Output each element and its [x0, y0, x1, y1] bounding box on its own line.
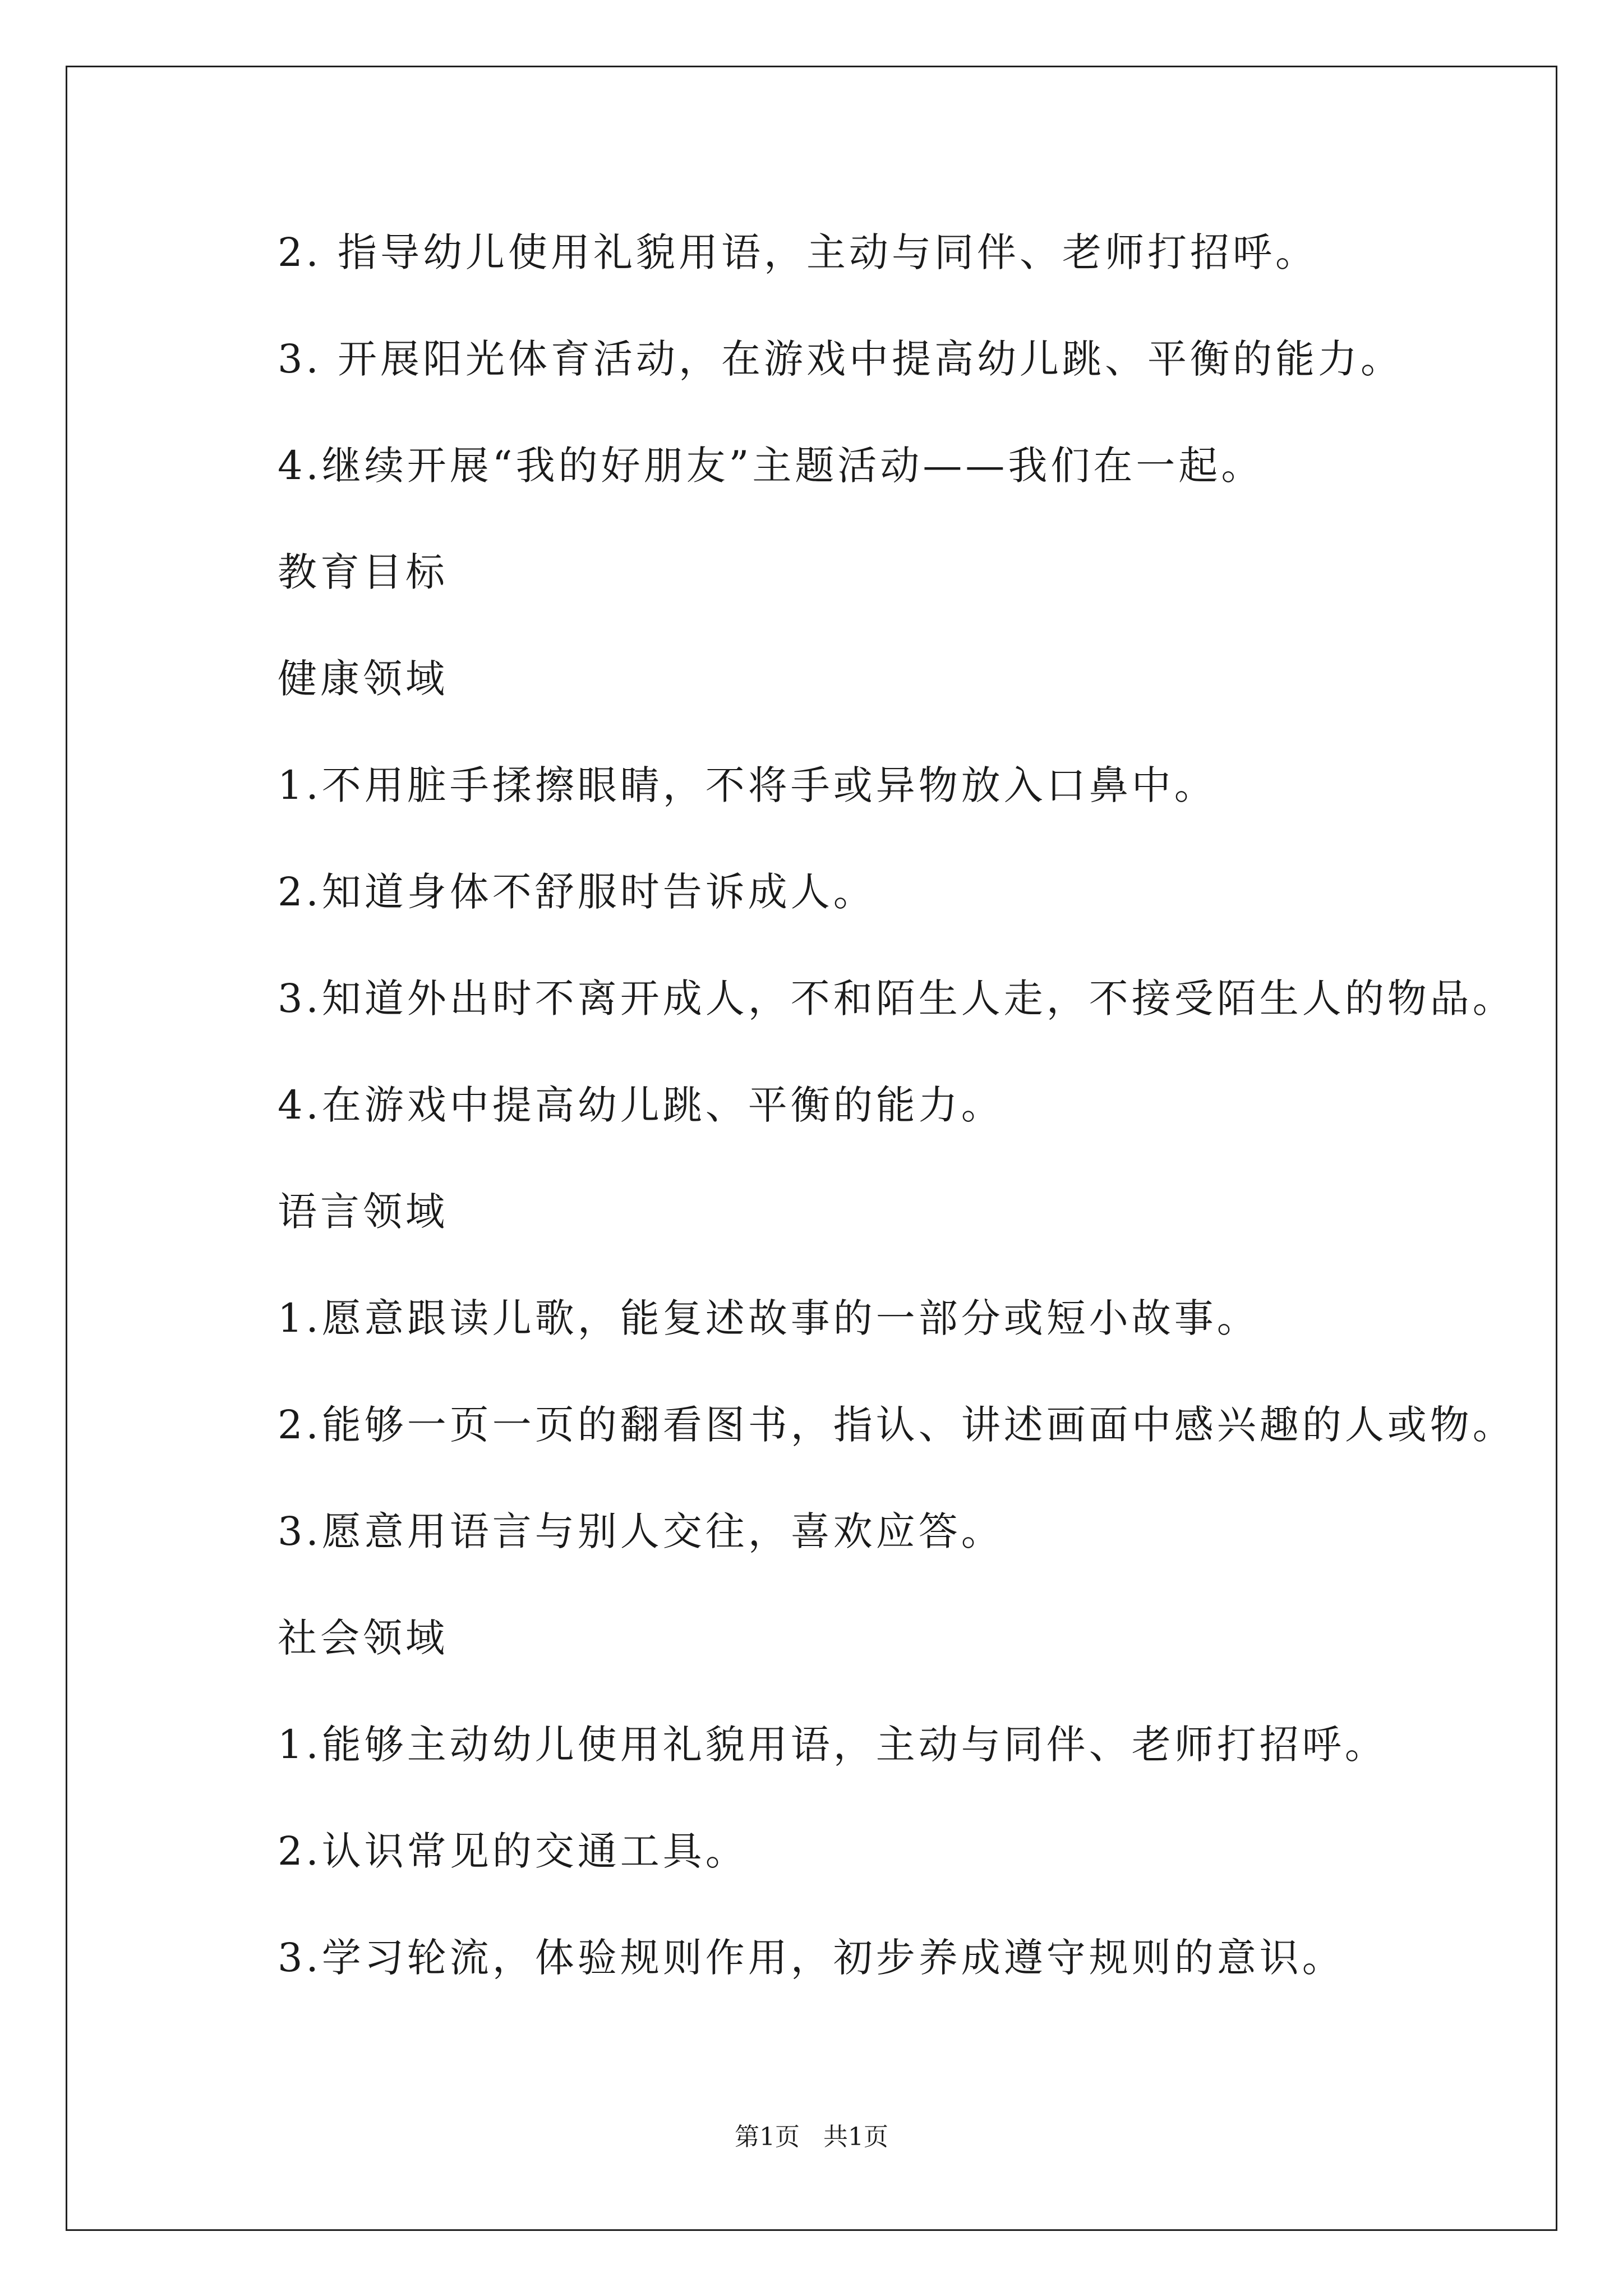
- health-item-2: 2.知道身体不舒服时告诉成人。: [278, 869, 876, 915]
- social-item-1: 1.能够主动幼儿使用礼貌用语，主动与同伴、老师打招呼。: [278, 1722, 1387, 1768]
- activity-item-2: 2. 指导幼儿使用礼貌用语，主动与同伴、老师打招呼。: [278, 229, 1318, 275]
- subheading-language: 语言领域: [278, 1189, 448, 1235]
- health-item-4: 4.在游戏中提高幼儿跳、平衡的能力。: [278, 1082, 1004, 1128]
- activity-item-4: 4.继续开展“我的好朋友”主题活动——我们在一起。: [278, 443, 1264, 489]
- language-item-1: 1.愿意跟读儿歌，能复述故事的一部分或短小故事。: [278, 1295, 1260, 1341]
- health-item-3: 3.知道外出时不离开成人，不和陌生人走，不接受陌生人的物品。: [278, 976, 1515, 1022]
- document-body: [278, 219, 1515, 2031]
- language-item-3: 3.愿意用语言与别人交往，喜欢应答。: [278, 1508, 1004, 1554]
- subheading-social: 社会领域: [278, 1615, 448, 1661]
- page-footer: 第1页 共1页: [735, 2123, 888, 2151]
- activity-item-3: 3. 开展阳光体育活动，在游戏中提高幼儿跳、平衡的能力。: [278, 336, 1404, 382]
- subheading-health: 健康领域: [278, 656, 448, 702]
- social-item-3: 3.学习轮流，体验规则作用，初步养成遵守规则的意识。: [278, 1935, 1345, 1981]
- social-item-2: 2.认识常见的交通工具。: [278, 1828, 748, 1874]
- section-heading-education-goals: 教育目标: [278, 549, 448, 595]
- language-item-2: 2.能够一页一页的翻看图书，指认、讲述画面中感兴趣的人或物。: [278, 1402, 1515, 1448]
- health-item-1: 1.不用脏手揉擦眼睛，不将手或异物放入口鼻中。: [278, 762, 1217, 808]
